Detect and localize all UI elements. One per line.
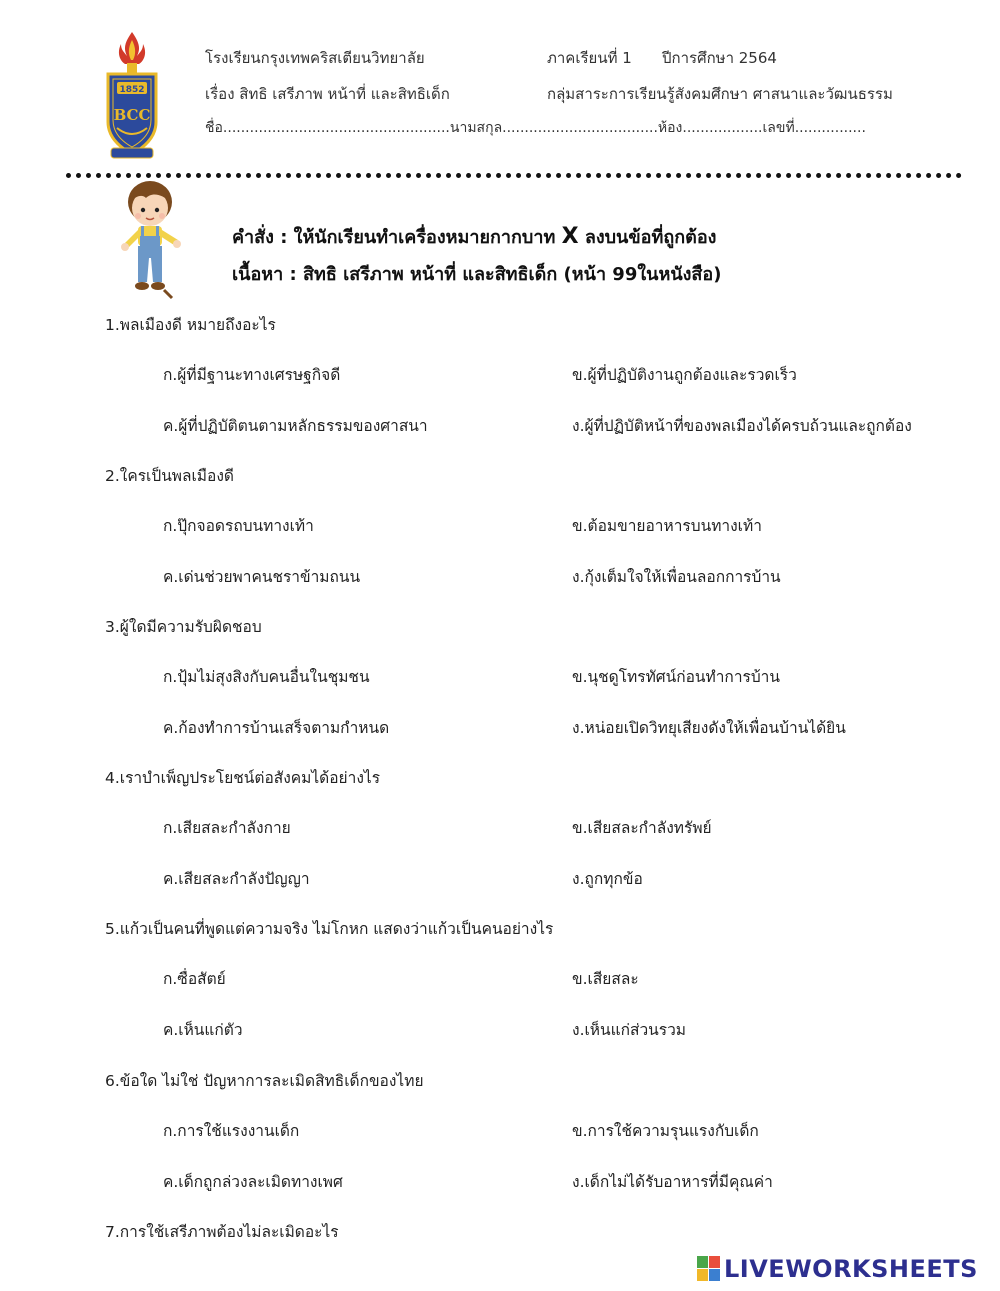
instruction-line (232, 222, 716, 251)
question-5-option-1[interactable]: ก.ซื่อสัตย์ (163, 970, 226, 988)
question-3-option-4[interactable]: ง.หน่อยเปิดวิทยุเสียงดังให้เพื่อนบ้านได้ยิน (572, 719, 846, 737)
surname-field[interactable]: ................................... (502, 120, 658, 136)
boy-illustration (116, 178, 188, 306)
question-6-text: 6.ข้อใด ไม่ใช่ ปัญหาการละเมิดสิทธิเด็กของไทย (105, 1072, 424, 1090)
question-3-option-3[interactable]: ค.ก้องทำการบ้านเสร็จตามกำหนด (163, 719, 390, 737)
question-5-option-3[interactable]: ค.เห็นแก่ตัว (163, 1021, 243, 1039)
room-field[interactable]: .................. (682, 120, 763, 136)
question-6-option-1[interactable]: ก.การใช้แรงงานเด็ก (163, 1122, 300, 1140)
question-1-option-4[interactable]: ง.ผู้ที่ปฏิบัติหน้าที่ของพลเมืองได้ครบถ้วนและถูกต้อง (572, 417, 912, 435)
question-1-option-2[interactable]: ข.ผู้ที่ปฏิบัติงานถูกต้องและรวดเร็ว (572, 366, 797, 384)
logo-letters: BCC (113, 106, 151, 124)
content-line: เนื้อหา : สิทธิ เสรีภาพ หน้าที่ และสิทธิเด็ก (หน้า 99ในหนังสือ) (232, 264, 722, 285)
question-4-option-1[interactable]: ก.เสียสละกำลังกาย (163, 819, 291, 837)
question-3-text: 3.ผู้ใดมีความรับผิดชอบ (105, 618, 262, 636)
question-2-option-2[interactable]: ข.ต้อมขายอาหารบนทางเท้า (572, 517, 762, 535)
question-7-text: 7.การใช้เสรีภาพต้องไม่ละเมิดอะไร (105, 1223, 339, 1241)
question-4-text: 4.เราบำเพ็ญประโยชน์ต่อสังคมได้อย่างไร (105, 769, 381, 787)
question-6-option-3[interactable]: ค.เด็กถูกล่วงละเมิดทางเพศ (163, 1173, 343, 1191)
question-1-option-3[interactable]: ค.ผู้ที่ปฏิบัติตนตามหลักธรรมของศาสนา (163, 417, 428, 435)
number-label: เลขที่ (762, 120, 795, 136)
surname-label: นามสกุล (449, 120, 503, 136)
question-5-text: 5.แก้วเป็นคนที่พูดแต่ความจริง ไม่โกหก แสดงว่าแก้วเป็นคนอย่างไร (105, 920, 554, 938)
name-field[interactable]: ................................................... (222, 120, 450, 136)
question-4-option-4[interactable]: ง.ถูกทุกข้อ (572, 870, 643, 888)
question-3-option-1[interactable]: ก.ปุ้มไม่สุงสิงกับคนอื่นในชุมชน (163, 668, 370, 686)
question-1-option-1[interactable]: ก.ผู้ที่มีฐานะทางเศรษฐกิจดี (163, 366, 341, 384)
liveworksheets-logo (697, 1254, 978, 1284)
instruction-prefix: คำสั่ง : ให้นักเรียนทำเครื่องหมายกากบาท (232, 227, 562, 248)
brand-badge-icon (697, 1256, 721, 1282)
academic-year: ปีการศึกษา 2564 (662, 49, 777, 67)
question-2-option-4[interactable]: ง.กุ้งเต็มใจให้เพื่อนลอกการบ้าน (572, 568, 781, 586)
name-label: ชื่อ (205, 120, 223, 136)
brand-text: LIVEWORKSHEETS (724, 1255, 978, 1283)
dotted-divider (66, 173, 962, 178)
question-2-text: 2.ใครเป็นพลเมืองดี (105, 467, 234, 485)
student-info-row (205, 117, 866, 139)
question-6-option-2[interactable]: ข.การใช้ความรุนแรงกับเด็ก (572, 1122, 759, 1140)
x-mark: X (561, 224, 579, 249)
question-2-option-3[interactable]: ค.เด่นช่วยพาคนชราข้ามถนน (163, 568, 361, 586)
term-label: ภาคเรียนที่ 1 (547, 49, 632, 67)
question-4-option-2[interactable]: ข.เสียสละกำลังทรัพย์ (572, 819, 712, 837)
subject-group: กลุ่มสาระการเรียนรู้สังคมศึกษา ศาสนาและวัฒนธรรม (547, 85, 893, 103)
school-logo (103, 30, 161, 162)
question-4-option-3[interactable]: ค.เสียสละกำลังปัญญา (163, 870, 310, 888)
logo-year: 1852 (119, 85, 145, 95)
number-field[interactable]: ................ (794, 120, 866, 136)
question-6-option-4[interactable]: ง.เด็กไม่ได้รับอาหารที่มีคุณค่า (572, 1173, 773, 1191)
question-1-text: 1.พลเมืองดี หมายถึงอะไร (105, 316, 276, 334)
question-2-option-1[interactable]: ก.ปุ๊กจอดรถบนทางเท้า (163, 517, 314, 535)
question-5-option-2[interactable]: ข.เสียสละ (572, 970, 639, 988)
worksheet-topic: เรื่อง สิทธิ เสรีภาพ หน้าที่ และสิทธิเด็ก (205, 85, 450, 103)
question-3-option-2[interactable]: ข.นุชดูโทรทัศน์ก่อนทำการบ้าน (572, 668, 780, 686)
room-label: ห้อง (657, 120, 683, 136)
question-5-option-4[interactable]: ง.เห็นแก่ส่วนรวม (572, 1021, 686, 1039)
instruction-suffix: ลงบนข้อที่ถูกต้อง (578, 227, 717, 248)
school-name: โรงเรียนกรุงเทพคริสเตียนวิทยาลัย (205, 49, 425, 67)
